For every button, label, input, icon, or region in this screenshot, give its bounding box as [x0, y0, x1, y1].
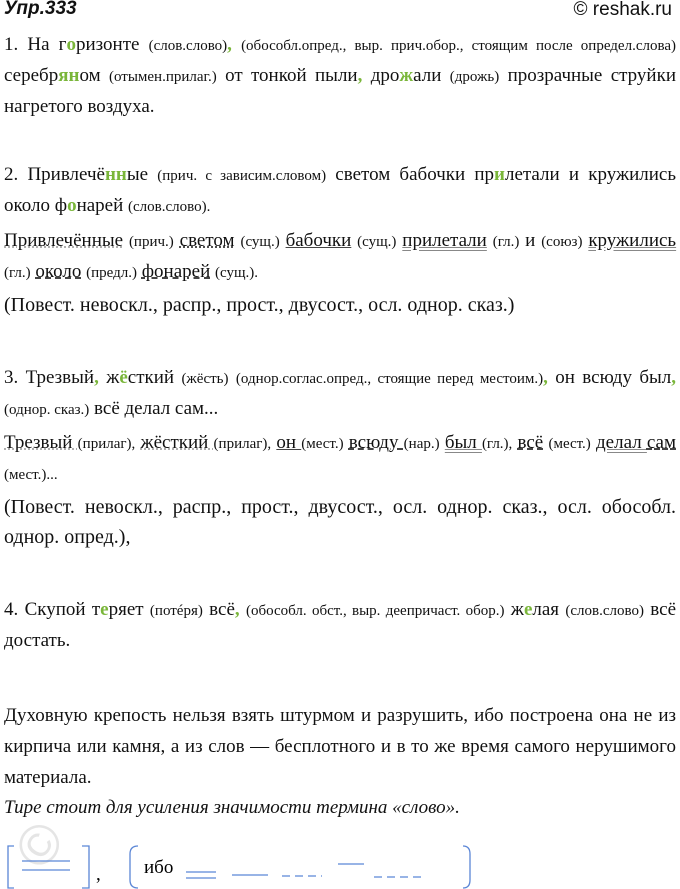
scheme-comma: , [96, 864, 101, 885]
annotation: (сущ.) [240, 234, 280, 250]
annotation: (мест.) [548, 436, 591, 452]
highlighted-letter: о [67, 195, 77, 216]
text-segment: прилетали [402, 230, 487, 251]
sentence-3-analysis [4, 428, 676, 490]
text-segment: ряет [108, 599, 150, 620]
annotation: (обособл. обст., выр. деепричаст. обор.) [246, 603, 505, 619]
main-clause-bracket-left [8, 846, 14, 888]
annotation: (гл.) [492, 234, 520, 250]
highlighted-letter: ян [58, 65, 80, 86]
text-segment: он [276, 432, 302, 453]
text-segment: сткий [127, 367, 182, 388]
annotation: (дрожь) [449, 69, 500, 85]
text-segment: светом бабочки пр [326, 164, 495, 185]
annotation: (сущ.) [357, 234, 397, 250]
sub-clause-bracket-left [130, 846, 138, 888]
text-segment: 2. Привлечё [4, 164, 105, 185]
text-segment: светом [179, 230, 235, 251]
text-segment: серебр [4, 65, 59, 86]
text-segment: жёсткий [140, 432, 214, 453]
text-segment: лая [532, 599, 566, 620]
highlighted-letter: ж [399, 65, 414, 86]
text-segment: али [413, 65, 450, 86]
text-segment: 4. Скупой т [4, 599, 101, 620]
text-segment: делал [596, 432, 647, 453]
annotation: (прич. с зависим.словом) [157, 168, 327, 184]
annotation: (прилаг), [213, 436, 272, 452]
annotation: (слов.слово). [128, 199, 211, 215]
annotation: (отымен.прилаг.) [108, 69, 217, 85]
text-segment: летали и кружились около ф [4, 164, 676, 216]
text-segment: и [519, 230, 542, 251]
highlighted-letter: и [494, 164, 505, 185]
text-segment: всё [517, 432, 544, 453]
text-segment: ж [98, 367, 120, 388]
annotation: (однор. сказ.) [4, 402, 90, 418]
sentence-1 [4, 30, 676, 122]
annotation: (прич.) [128, 234, 174, 250]
source-label: © reshak.ru [573, 0, 672, 20]
text-segment [229, 367, 236, 388]
highlighted-letter: , [94, 367, 99, 388]
sentence-2 [4, 160, 676, 222]
sentence-scheme [0, 840, 680, 889]
text-segment: всё [202, 599, 235, 620]
annotation: (союз) [541, 234, 583, 250]
text-segment: фонарей [141, 261, 211, 282]
sentence-3 [4, 363, 676, 425]
annotation: (обособл.опред., выр. прич.обор., стоящим после определ.слова) [241, 38, 676, 54]
annotation: (жёсть) [181, 371, 229, 387]
annotation: (гл.) [4, 265, 31, 281]
text-segment: Тире стоит для усиления значимости термина «слово». [4, 797, 460, 818]
annotation: (сущ.). [215, 265, 259, 281]
watermark: © [1, 809, 77, 880]
annotation: (прилаг), [77, 436, 136, 452]
text-segment: кружились [588, 230, 677, 251]
annotation: (слов.слово) [148, 38, 228, 54]
text-segment: сам [646, 432, 677, 453]
annotation: (нар.) [403, 436, 440, 452]
highlighted-letter: е [523, 599, 533, 620]
highlighted-letter: , [357, 65, 363, 86]
text-segment: (Повест. невоскл., распр., прост., двусост., осл. однор. сказ.) [4, 294, 515, 316]
text-segment: он всюду был [547, 367, 672, 388]
text-segment: всё делал сам... [89, 398, 219, 419]
exercise-title: Упр.333 [4, 0, 77, 19]
annotation: (потéря) [149, 603, 203, 619]
text-segment: ом [79, 65, 109, 86]
text-segment: всюду [348, 432, 404, 453]
annotation: (мест.) [301, 436, 344, 452]
sub-clause-bracket-right [463, 846, 470, 888]
sentence-2-characteristic [4, 290, 676, 320]
text-segment: нарей [76, 195, 129, 216]
annotation: (слов.слово) [565, 603, 644, 619]
sentence-3-characteristic [4, 492, 676, 552]
text-segment: дро [362, 65, 400, 86]
highlighted-letter: ё [119, 367, 128, 388]
highlighted-letter: , [234, 599, 240, 620]
annotation: (гл.), [481, 436, 513, 452]
text-segment: Духовную крепость нельзя взять штурмом и разрушить, ибо построена она не из кирпича или камня, а из слов — бесплотного и в то же время самого нерушимого материала. [4, 705, 676, 788]
annotation: (предл.) [86, 265, 137, 281]
text-segment: ж [504, 599, 524, 620]
text-segment [232, 34, 241, 55]
text-segment: ые [126, 164, 158, 185]
text-segment: от тонкой пыли [216, 65, 358, 86]
text-segment: 1. На г [4, 34, 67, 55]
text-segment: бабочки [285, 230, 352, 251]
annotation: (мест.)... [4, 467, 58, 483]
text-segment: около [35, 261, 82, 282]
highlighted-letter: нн [104, 164, 127, 185]
main-clause-bracket-right [82, 846, 89, 888]
text-segment: Привлечённые [4, 230, 124, 251]
highlighted-letter: , [543, 367, 548, 388]
sentence-2-analysis [4, 226, 676, 288]
highlighted-letter: , [227, 34, 232, 55]
text-segment: ризонте [75, 34, 149, 55]
text-segment: был [444, 432, 482, 453]
text-segment: (Повест. невоскл., распр., прост., двусост., осл. однор. сказ., осл. обособл. однор. опред.), [4, 496, 676, 548]
annotation: (однор.соглас.опред., стоящие перед местоим.) [235, 371, 544, 387]
text-segment: Трезвый [4, 432, 78, 453]
text-segment: 3. Трезвый [4, 367, 95, 388]
highlighted-letter: , [671, 367, 676, 388]
highlighted-letter: е [100, 599, 109, 620]
highlighted-letter: о [66, 34, 76, 55]
header [0, 0, 680, 24]
text-segment: прозрачные струйки нагретого воздуха. [4, 65, 677, 117]
sentence-4 [4, 595, 676, 656]
scheme-conjunction: ибо [144, 857, 174, 878]
text-segment: всё достать. [4, 599, 677, 651]
